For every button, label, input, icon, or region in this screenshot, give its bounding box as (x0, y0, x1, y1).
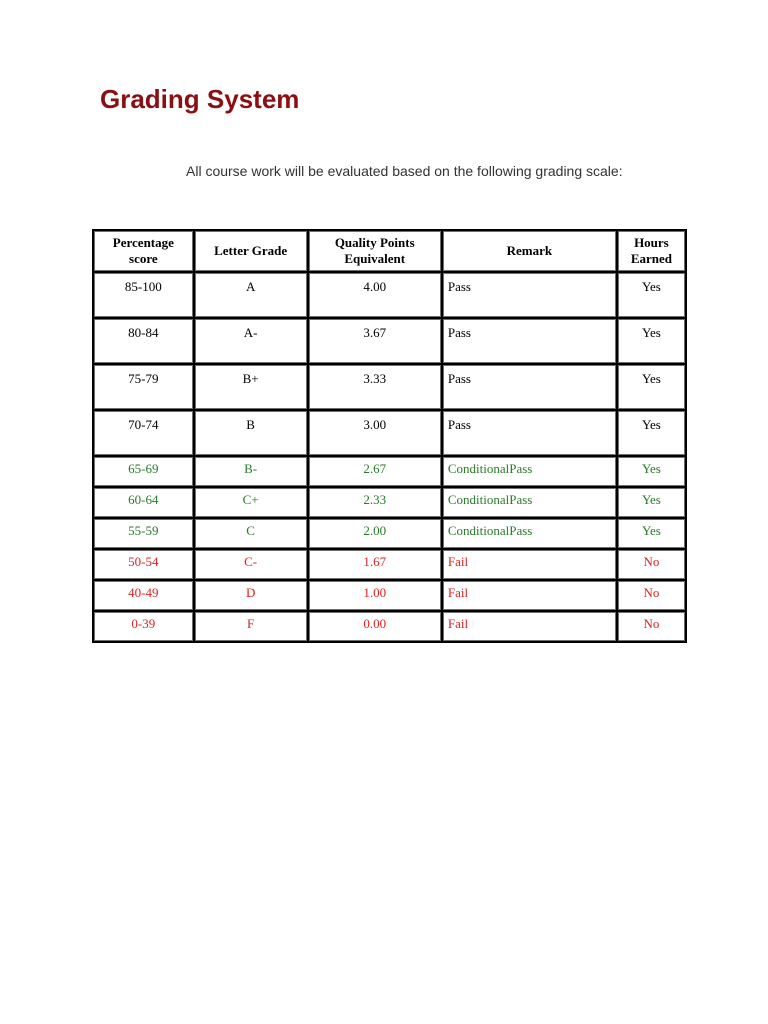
grading-table-wrapper (92, 229, 687, 631)
remark-cell: Pass (443, 411, 616, 455)
hours-cell: Yes (618, 365, 685, 409)
hours-cell: Yes (618, 319, 685, 363)
percentage-cell: 60-64 (94, 488, 193, 517)
remark-cell: ConditionalPass (443, 457, 616, 486)
header-hours-earned: Hours Earned (618, 231, 685, 271)
hours-cell: Yes (618, 488, 685, 517)
letter-cell: C- (195, 550, 307, 579)
table-row (94, 457, 685, 486)
letter-cell: F (195, 612, 307, 641)
hours-cell: Yes (618, 273, 685, 317)
table-row (94, 273, 685, 317)
letter-cell: B- (195, 457, 307, 486)
points-cell: 3.33 (309, 365, 441, 409)
header-percentage-score: Percentage score (94, 231, 193, 271)
table-row (94, 365, 685, 409)
letter-cell: C+ (195, 488, 307, 517)
percentage-cell: 50-54 (94, 550, 193, 579)
letter-cell: A- (195, 319, 307, 363)
remark-cell: ConditionalPass (443, 519, 616, 548)
hours-cell: Yes (618, 519, 685, 548)
table-row (94, 612, 685, 641)
table-header-row (94, 231, 685, 271)
points-cell: 1.00 (309, 581, 441, 610)
header-letter-grade: Letter Grade (195, 231, 307, 271)
header-quality-points: Quality Points Equivalent (309, 231, 441, 271)
letter-cell: B (195, 411, 307, 455)
remark-cell: Fail (443, 612, 616, 641)
remark-cell: Fail (443, 581, 616, 610)
percentage-cell: 0-39 (94, 612, 193, 641)
percentage-cell: 85-100 (94, 273, 193, 317)
table-row (94, 519, 685, 548)
hours-cell: No (618, 612, 685, 641)
table-row (94, 319, 685, 363)
percentage-cell: 55-59 (94, 519, 193, 548)
points-cell: 2.67 (309, 457, 441, 486)
percentage-cell: 75-79 (94, 365, 193, 409)
points-cell: 4.00 (309, 273, 441, 317)
points-cell: 3.67 (309, 319, 441, 363)
table-row (94, 550, 685, 579)
remark-cell: Pass (443, 273, 616, 317)
intro-text: All course work will be evaluated based on the following grading scale: (186, 163, 623, 179)
hours-cell: Yes (618, 457, 685, 486)
points-cell: 1.67 (309, 550, 441, 579)
table-row (94, 581, 685, 610)
letter-cell: B+ (195, 365, 307, 409)
points-cell: 3.00 (309, 411, 441, 455)
hours-cell: No (618, 550, 685, 579)
hours-cell: Yes (618, 411, 685, 455)
percentage-cell: 70-74 (94, 411, 193, 455)
table-row (94, 411, 685, 455)
remark-cell: Fail (443, 550, 616, 579)
hours-cell: No (618, 581, 685, 610)
letter-cell: C (195, 519, 307, 548)
remark-cell: ConditionalPass (443, 488, 616, 517)
letter-cell: D (195, 581, 307, 610)
letter-cell: A (195, 273, 307, 317)
percentage-cell: 80-84 (94, 319, 193, 363)
percentage-cell: 40-49 (94, 581, 193, 610)
remark-cell: Pass (443, 365, 616, 409)
points-cell: 0.00 (309, 612, 441, 641)
grading-table (92, 229, 687, 643)
remark-cell: Pass (443, 319, 616, 363)
page-title: Grading System (100, 84, 300, 114)
points-cell: 2.00 (309, 519, 441, 548)
table-row (94, 488, 685, 517)
header-remark: Remark (443, 231, 616, 271)
percentage-cell: 65-69 (94, 457, 193, 486)
points-cell: 2.33 (309, 488, 441, 517)
